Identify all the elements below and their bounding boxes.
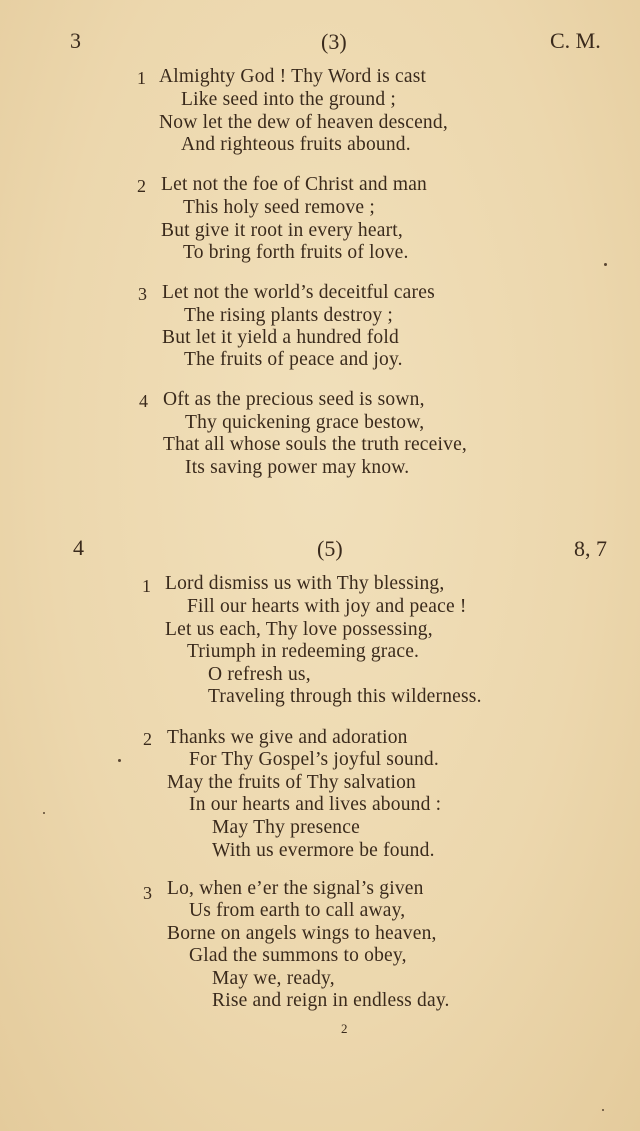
- hymn-5-number: (5): [317, 536, 343, 561]
- paper-speck: [118, 759, 121, 762]
- verse-line: Glad the summons to obey,: [189, 945, 407, 966]
- verse-number: 3: [138, 284, 147, 304]
- verse-line: Now let the dew of heaven descend,: [159, 112, 448, 133]
- verse-line: Let not the world’s deceitful cares: [162, 282, 435, 303]
- verse-number: 2: [137, 176, 146, 196]
- hymn-3-page-label: 3: [70, 28, 81, 53]
- verse-line: The rising plants destroy ;: [184, 305, 394, 326]
- verse-line: Borne on angels wings to heaven,: [167, 923, 437, 944]
- hymn-5-meter: 8, 7: [574, 536, 607, 561]
- hymn-5-page-label: 4: [73, 535, 84, 560]
- verse-line: But let it yield a hundred fold: [162, 327, 399, 348]
- verse-line: Lo, when e’er the signal’s given: [167, 878, 424, 899]
- paper-speck: [604, 263, 607, 266]
- verse-line: Rise and reign in endless day.: [212, 990, 450, 1011]
- verse-line: And righteous fruits abound.: [181, 134, 411, 155]
- verse-line: Let us each, Thy love possessing,: [165, 619, 433, 640]
- verse-number: 1: [137, 68, 146, 88]
- paper-speck: [43, 812, 45, 814]
- verse-line: Lord dismiss us with Thy blessing,: [165, 573, 445, 594]
- verse-line: Almighty God ! Thy Word is cast: [159, 66, 427, 87]
- verse-line: Fill our hearts with joy and peace !: [187, 596, 467, 617]
- page-number: 2: [341, 1021, 348, 1036]
- verse-line: May the fruits of Thy salvation: [167, 772, 417, 793]
- verse-number: 3: [143, 883, 152, 903]
- verse-line: For Thy Gospel’s joyful sound.: [189, 749, 439, 770]
- verse-line: This holy seed remove ;: [183, 197, 375, 218]
- verse-line: Oft as the precious seed is sown,: [163, 389, 425, 410]
- verse-number: 1: [142, 576, 151, 596]
- verse-number: 4: [139, 391, 148, 411]
- verse-line: That all whose souls the truth receive,: [163, 434, 468, 455]
- verse-line: Let not the foe of Christ and man: [161, 174, 427, 195]
- verse-line: Traveling through this wilderness.: [208, 686, 482, 707]
- hymn-3-meter: C. M.: [550, 28, 601, 53]
- paper-speck: [602, 1109, 604, 1111]
- verse-line: May Thy presence: [212, 817, 360, 838]
- verse-line: With us evermore be found.: [212, 840, 435, 861]
- verse-line: Thanks we give and adoration: [167, 727, 408, 748]
- hymn-3-number: (3): [321, 29, 347, 54]
- verse-line: Triumph in redeeming grace.: [187, 641, 420, 662]
- verse-line: But give it root in every heart,: [161, 220, 403, 241]
- verse-line: May we, ready,: [212, 968, 335, 989]
- verse-line: Its saving power may know.: [185, 457, 410, 478]
- verse-line: The fruits of peace and joy.: [184, 349, 403, 370]
- verse-line: In our hearts and lives abound :: [189, 794, 442, 815]
- verse-line: O refresh us,: [208, 664, 311, 685]
- verse-number: 2: [143, 729, 152, 749]
- verse-line: To bring forth fruits of love.: [183, 242, 409, 263]
- verse-line: Thy quickening grace bestow,: [185, 412, 425, 433]
- verse-line: Us from earth to call away,: [189, 900, 406, 921]
- verse-line: Like seed into the ground ;: [181, 89, 396, 110]
